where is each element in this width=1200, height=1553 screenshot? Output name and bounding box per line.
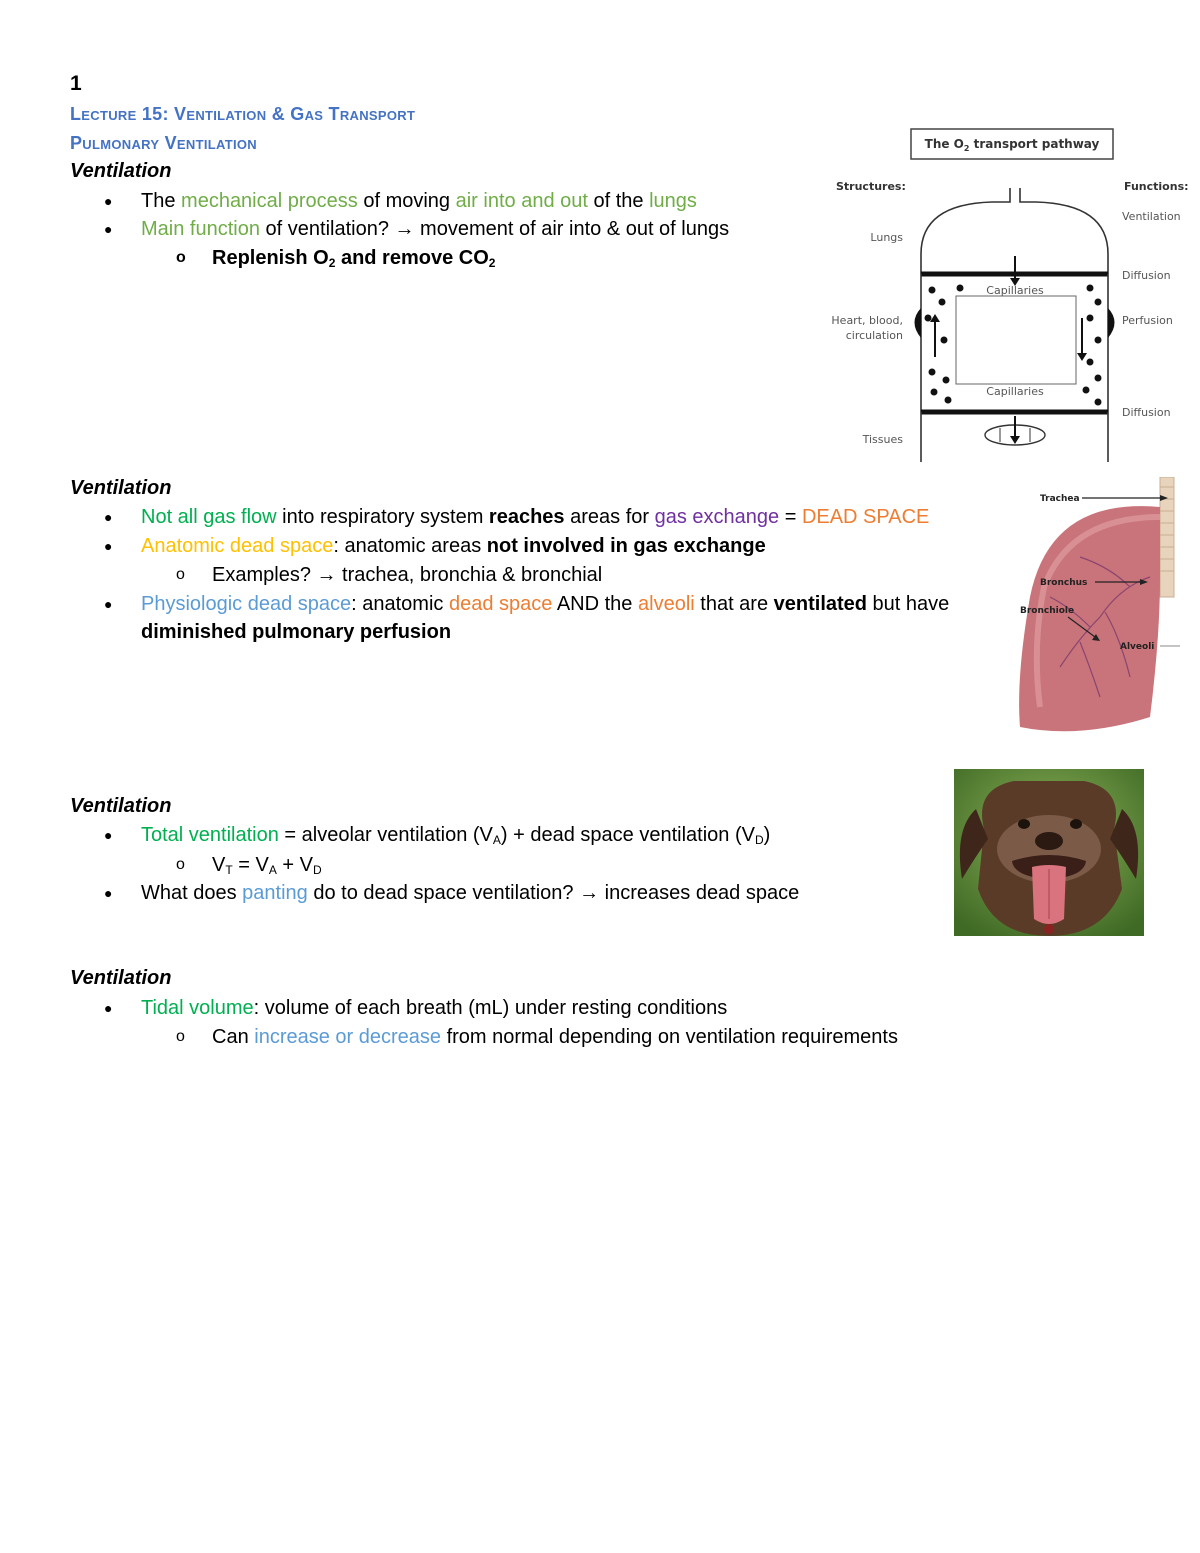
section-2-heading: Ventilation [70,477,172,499]
s2-bullet-1: Not all gas flow into respiratory system reaches areas for gas exchange = DEAD SPACE [141,506,930,528]
bullet-icon: ● [104,1000,113,1016]
section-3-heading: Ventilation [70,795,172,817]
bullet-icon: ● [104,221,113,237]
lung-label-trachea: Trachea [1040,494,1080,504]
s3-bullet-1: Total ventilation = alveolar ventilation $(V_A)$ + dead space ventilation $(V_D)$ [141,824,771,847]
o2-diagram-title: The $O_2$ transport pathway [924,137,1100,153]
s3-bullet-2: What does panting do to dead space ventilation? → increases dead space [141,882,800,904]
section-4-heading: Ventilation [70,967,172,989]
sub-bullet-icon: o [176,856,185,873]
lecture-title: Lecture 15: Ventilation & Gas Transport [70,104,416,124]
label-lungs: Lungs [870,231,903,244]
bullet-icon: ● [104,193,113,209]
label-diffusion-1: Diffusion [1122,269,1171,282]
o2-transport-diagram [822,122,1192,468]
label-ventilation: Ventilation [1122,210,1181,223]
label-perfusion: Perfusion [1122,314,1173,327]
s4-sub-bullet: Can increase or decrease from normal depending on ventilation requirements [212,1026,898,1048]
s2-bullet-3: Physiologic dead space: anatomic dead space AND the alveoli that are ventilated but have diminished pulmonary perfusion [141,593,950,643]
s2-sub-bullet: Examples? → trachea, bronchia & bronchial [212,564,603,586]
panting-dog-photo [954,769,1144,936]
section-1-heading: Ventilation [70,160,172,182]
s3-sub-bullet: $V_T = V_A + V_D$ [212,854,322,877]
s1-bullet-1: The mechanical process of moving air into and out of the lungs [141,190,697,212]
s4-bullet-1: Tidal volume: volume of each breath (mL) under resting conditions [141,997,728,1019]
label-capillaries-top: Capillaries [986,284,1044,297]
sub-bullet-icon: o [176,249,186,266]
sub-bullet-icon: o [176,566,185,583]
label-heart-blood: Heart, blood, [831,314,903,327]
lung-label-bronchiole: Bronchiole [1020,606,1075,616]
lung-illustration [1010,477,1182,737]
section-title: Pulmonary Ventilation [70,133,257,153]
bullet-icon: ● [104,827,113,843]
structures-header: Structures: [836,180,906,193]
bullet-icon: ● [104,538,113,554]
bullet-icon: ● [104,885,113,901]
label-capillaries-bottom: Capillaries [986,385,1044,398]
s2-bullet-2: Anatomic dead space: anatomic areas not involved in gas exchange [141,535,766,557]
label-diffusion-2: Diffusion [1122,406,1171,419]
page-number: 1 [70,72,82,95]
lung-label-alveoli: Alveoli [1120,642,1155,652]
label-tissues: Tissues [862,433,903,446]
bullet-icon: ● [104,596,113,612]
bullet-icon: ● [104,509,113,525]
functions-header: Functions: [1124,180,1189,193]
s1-bullet-2: Main function of ventilation? → movement of air into & out of lungs [141,218,730,240]
s1-sub-bullet: Replenish $O_2$ and remove $CO_2$ [212,247,496,270]
lung-label-bronchus: Bronchus [1040,578,1088,588]
label-circulation: circulation [845,329,903,342]
sub-bullet-icon: o [176,1028,185,1045]
